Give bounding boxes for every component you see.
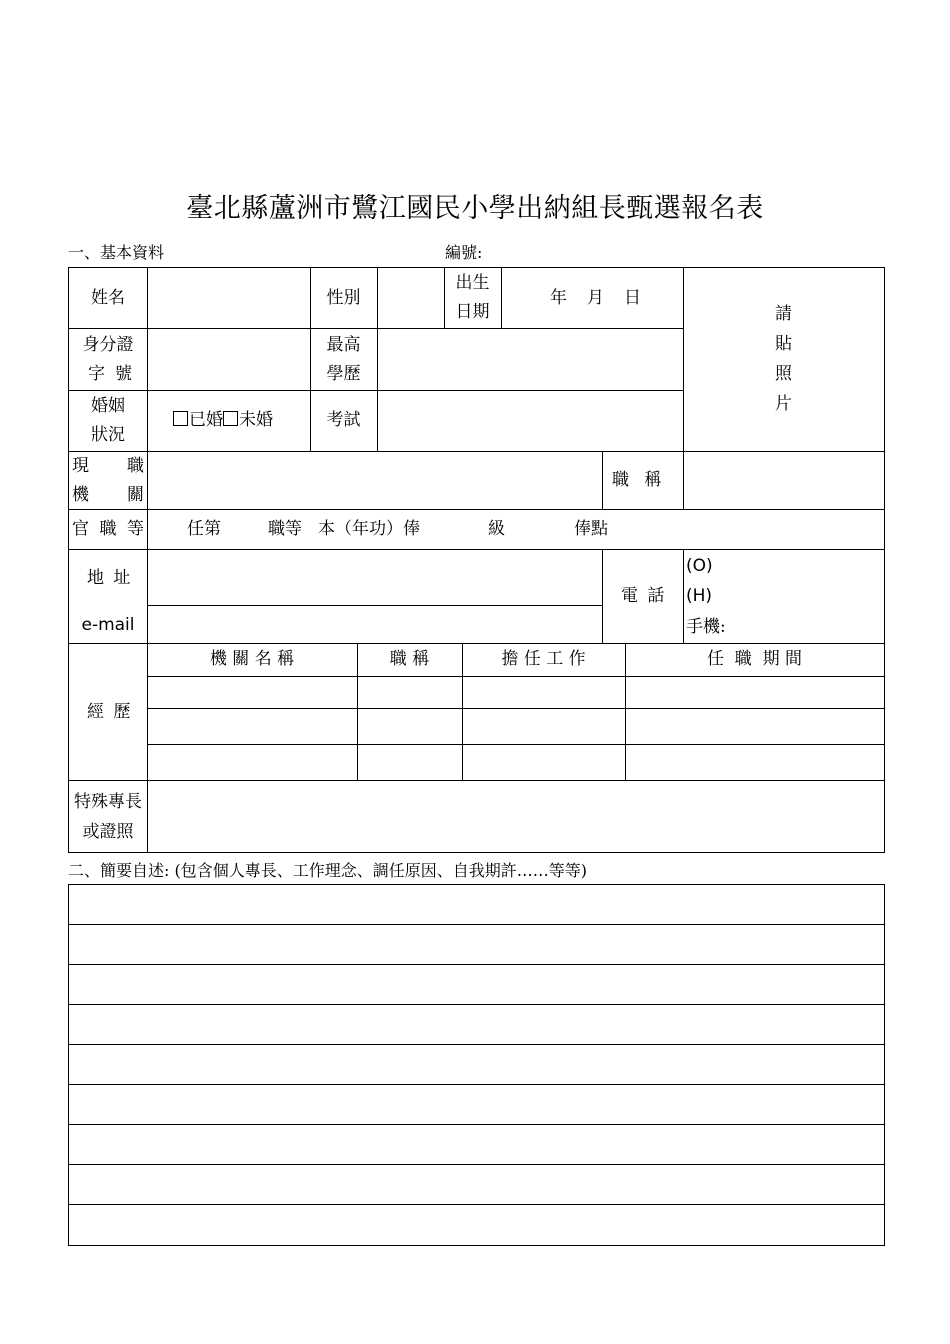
gender-field[interactable]: [378, 268, 444, 328]
experience-label: [87, 697, 130, 727]
experience-char: 經: [87, 702, 104, 722]
job-title-char: 職: [612, 470, 629, 490]
marital-options: [173, 405, 273, 435]
special-skills-field[interactable]: [148, 781, 884, 852]
photo-char: 照: [775, 364, 792, 384]
id-label-2b: 號: [115, 364, 132, 384]
email-field[interactable]: [148, 606, 602, 643]
rule: [68, 1245, 885, 1246]
employer-label-1b: 職: [127, 456, 144, 476]
education-label-1: 最高: [326, 335, 361, 355]
rule: [602, 451, 603, 510]
exam-label: 考試: [326, 410, 361, 430]
phone-char: 話: [647, 586, 665, 606]
phone-label: [621, 581, 664, 611]
experience-row[interactable]: [148, 745, 884, 780]
marital-label-2: 狀況: [91, 425, 125, 445]
grade-rank-text: 職等: [268, 519, 302, 539]
job-title-char: 稱: [644, 470, 662, 490]
form-title: 臺北縣蘆洲市鷺江國民小學出納組長甄選報名表: [186, 193, 764, 224]
rule: [68, 852, 885, 853]
section-statement-heading: 二、簡要自述: (包含個人專長、工作理念、調任原因、自我期許……等等): [68, 861, 587, 880]
birth-label-1: 出生: [455, 273, 490, 293]
unmarried-label: 未婚: [239, 410, 273, 430]
section-basic-heading: 一、基本資料: [68, 243, 165, 262]
experience-char: 歷: [113, 702, 131, 722]
statement-line[interactable]: [69, 925, 884, 964]
address-field[interactable]: [148, 550, 602, 605]
employer-label-2a: 機: [72, 485, 89, 505]
statement-line[interactable]: [69, 1125, 884, 1164]
grade-label: [72, 514, 144, 544]
special-skills-label-1: 特殊專長: [74, 792, 142, 812]
grade-points-text: 俸點: [574, 519, 608, 539]
email-label: e-mail: [81, 615, 135, 635]
employer-label-2b: 關: [127, 485, 144, 505]
experience-row[interactable]: [148, 677, 884, 708]
job-title-field[interactable]: [684, 452, 884, 509]
grade-char: 官: [72, 519, 89, 539]
id-number-field[interactable]: [148, 329, 310, 390]
unmarried-checkbox[interactable]: [223, 411, 238, 426]
marital-label-1: 婚姻: [91, 396, 125, 416]
rule: [683, 549, 684, 644]
gender-label: 性別: [326, 288, 361, 308]
grade-char: 職: [99, 519, 117, 539]
exam-field[interactable]: [378, 391, 683, 451]
married-label: 已婚: [189, 410, 223, 430]
grade-class-text: 級: [488, 519, 505, 539]
grade-level-text: 本（年功）俸: [318, 519, 420, 539]
birth-month-label: 月: [587, 288, 604, 308]
statement-line[interactable]: [69, 1165, 884, 1204]
id-label-1: 身分證: [82, 335, 134, 355]
phone-office-label: (O): [686, 556, 713, 576]
special-skills-label-2: 或證照: [82, 822, 134, 842]
rule: [602, 549, 603, 644]
phone-char: 電: [621, 586, 638, 606]
serial-number-label: 編號:: [445, 243, 483, 262]
name-field[interactable]: [148, 268, 310, 328]
rule: [884, 884, 885, 1246]
education-label-2: 學歷: [326, 364, 361, 384]
statement-line[interactable]: [69, 1205, 884, 1245]
statement-line[interactable]: [69, 1005, 884, 1044]
statement-line[interactable]: [69, 965, 884, 1004]
experience-col-duty: 擔 任 工 作: [501, 649, 586, 669]
rule: [68, 509, 885, 510]
id-label-2a: 字: [88, 364, 105, 384]
birth-label-2: 日期: [455, 302, 490, 322]
employer-field[interactable]: [148, 452, 602, 509]
birth-year-label: 年: [550, 288, 567, 308]
grade-appoint-text: 任第: [187, 519, 221, 539]
grade-char: 等: [127, 519, 144, 539]
photo-char: 請: [775, 304, 792, 324]
photo-char: 貼: [775, 334, 792, 354]
address-char: 址: [113, 568, 131, 588]
statement-line[interactable]: [69, 1045, 884, 1084]
phone-home-label: (H): [686, 586, 713, 606]
statement-line[interactable]: [69, 885, 884, 924]
address-char: 地: [87, 568, 104, 588]
address-label: [87, 563, 130, 593]
experience-col-org: 機 關 名 稱: [209, 649, 295, 669]
education-field[interactable]: [378, 329, 683, 390]
employer-label-1a: 現: [72, 456, 89, 476]
experience-row[interactable]: [148, 709, 884, 744]
name-label: 姓名: [91, 288, 125, 308]
phone-mobile-label: 手機:: [686, 617, 726, 637]
rule: [501, 267, 502, 329]
birth-day-label: 日: [624, 288, 641, 308]
statement-line[interactable]: [69, 1085, 884, 1124]
experience-col-title: 職 稱: [389, 649, 430, 669]
job-title-label: [612, 465, 661, 495]
experience-col-period: 任 職 期 間: [706, 649, 803, 669]
rule: [884, 267, 885, 853]
photo-char: 片: [775, 394, 792, 414]
married-checkbox[interactable]: [173, 411, 188, 426]
